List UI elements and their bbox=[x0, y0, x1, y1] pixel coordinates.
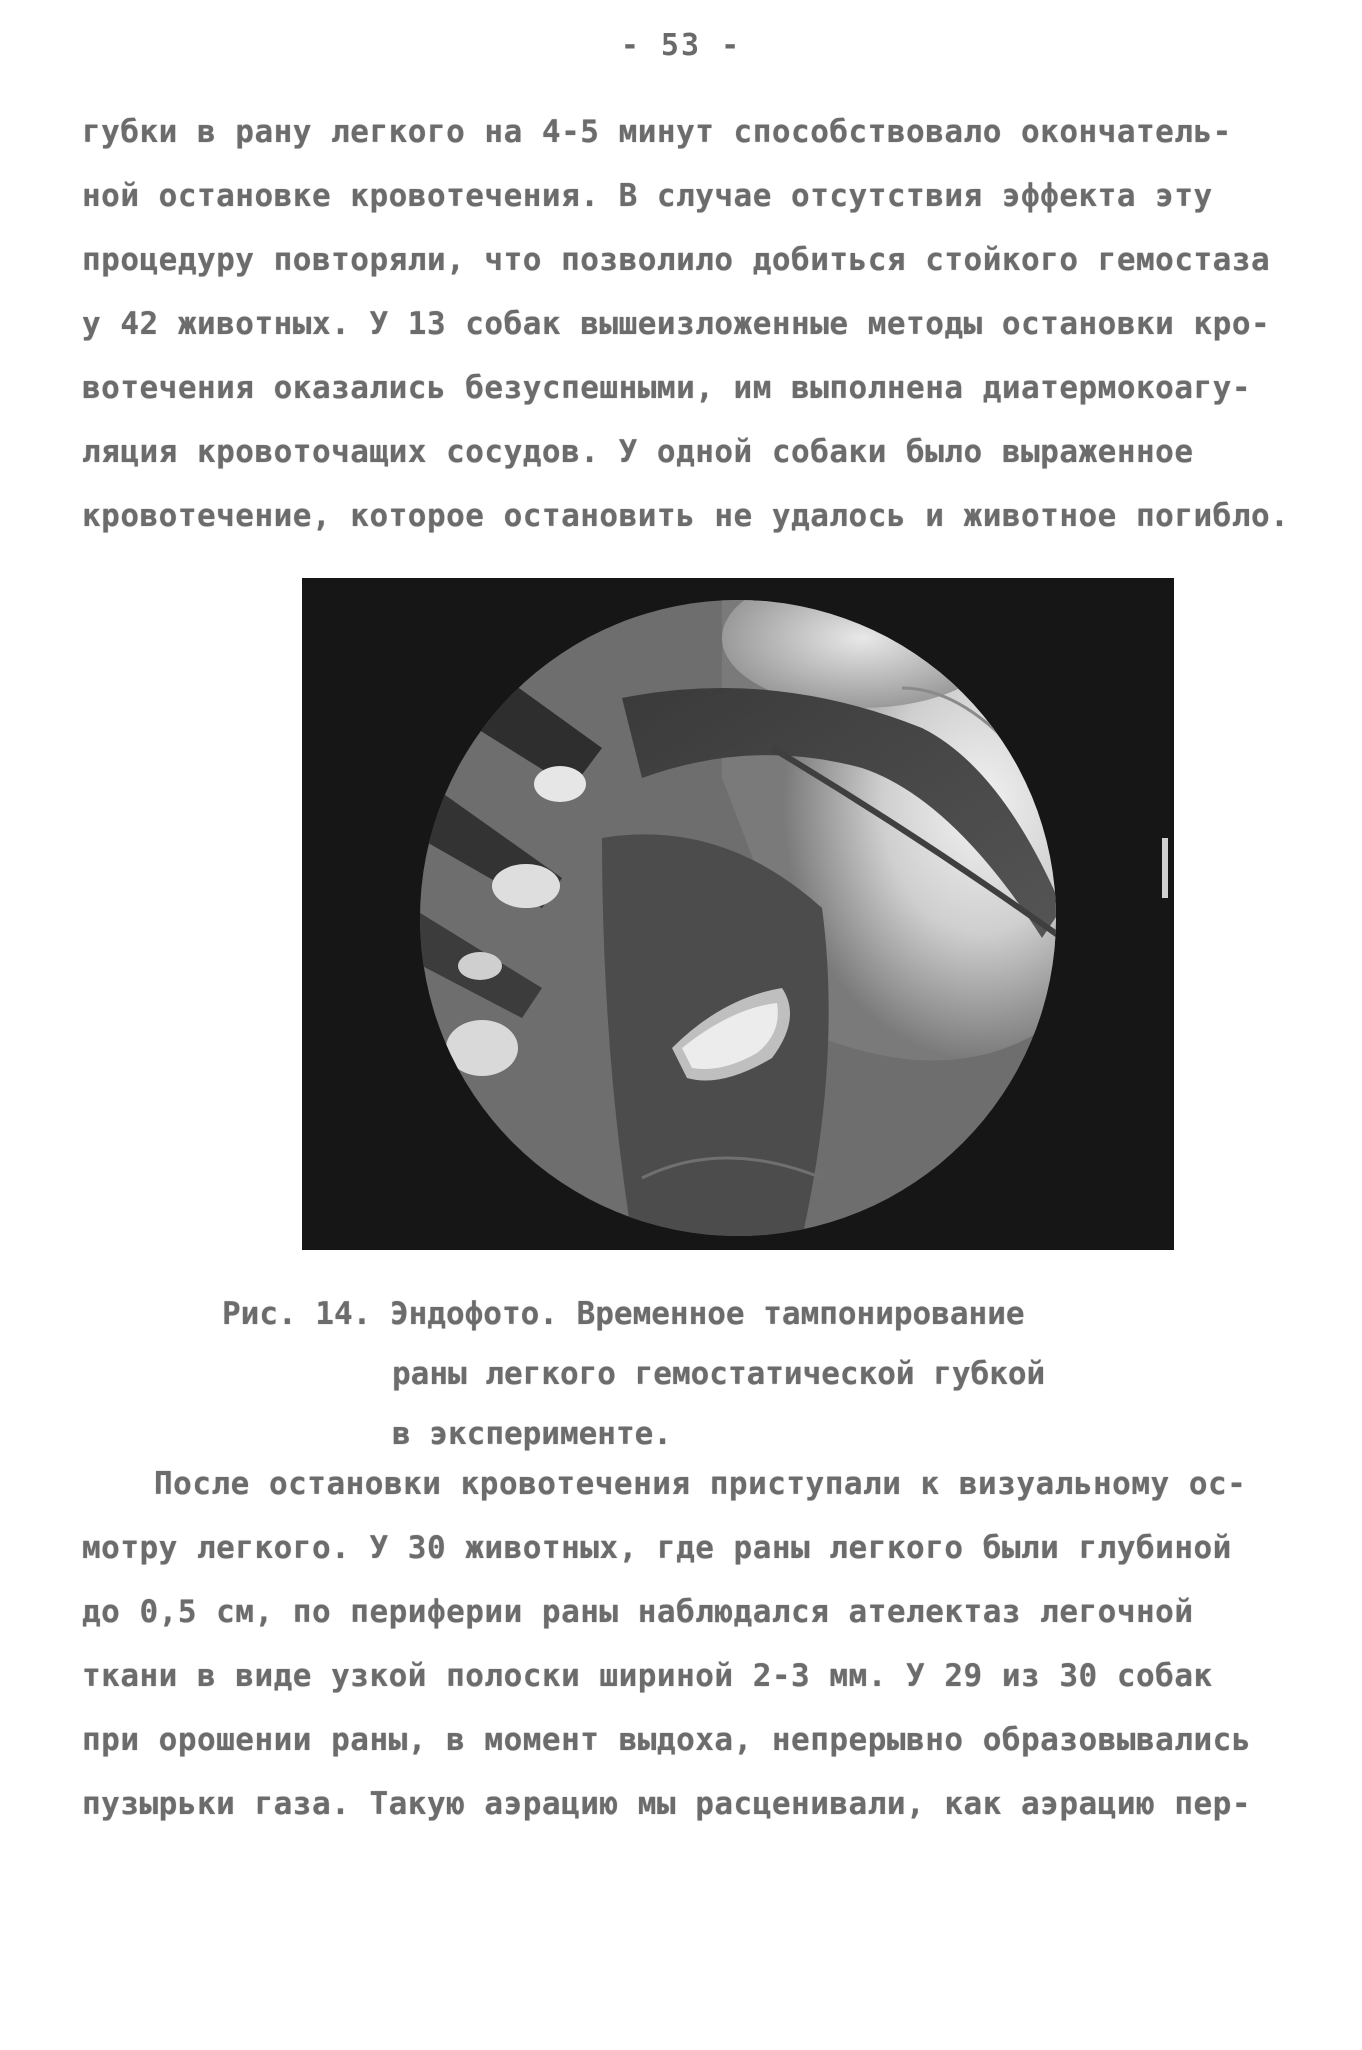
caption-line: раны легкого гемостатической губкой bbox=[392, 1356, 1046, 1392]
text-line: при орошении раны, в момент выдоха, непрерывно образовывались bbox=[82, 1722, 1251, 1758]
page-number: - 53 - bbox=[620, 28, 742, 63]
text-line: ляция кровоточащих сосудов. У одной собаки было выраженное bbox=[82, 434, 1194, 470]
endoscopic-photo bbox=[302, 578, 1174, 1250]
text-line: ткани в виде узкой полоски шириной 2-3 мм. У 29 из 30 собак bbox=[82, 1658, 1213, 1694]
text-line: процедуру повторяли, что позволило добиться стойкого гемостаза bbox=[82, 242, 1271, 278]
text-line: вотечения оказались безуспешными, им выполнена диатермокоагу- bbox=[82, 370, 1251, 406]
text-line: губки в рану легкого на 4-5 минут способствовало окончатель- bbox=[82, 114, 1232, 150]
text-line: кровотечение, которое остановить не удалось и животное погибло. bbox=[82, 498, 1290, 534]
text-line: мотру легкого. У 30 животных, где раны легкого были глубиной bbox=[82, 1530, 1232, 1566]
text-line: После остановки кровотечения приступали к визуальному ос- bbox=[154, 1466, 1247, 1502]
paragraph-1 bbox=[82, 100, 1290, 548]
text-line: ной остановке кровотечения. В случае отсутствия эффекта эту bbox=[82, 178, 1213, 214]
text-line: до 0,5 см, по периферии раны наблюдался ателектаз легочной bbox=[82, 1594, 1194, 1630]
paragraph-2 bbox=[82, 1452, 1282, 1836]
endoscopic-photo-image bbox=[302, 578, 1174, 1250]
caption-line: в эксперименте. bbox=[392, 1416, 672, 1452]
text-line: у 42 животных. У 13 собак вышеизложенные методы остановки кро- bbox=[82, 306, 1271, 342]
text-line: пузырьки газа. Такую аэрацию мы расценивали, как аэрацию пер- bbox=[82, 1786, 1251, 1822]
figure-caption bbox=[222, 1284, 1222, 1464]
caption-line: Рис. 14. Эндофото. Временное тампонирование bbox=[222, 1296, 1025, 1332]
